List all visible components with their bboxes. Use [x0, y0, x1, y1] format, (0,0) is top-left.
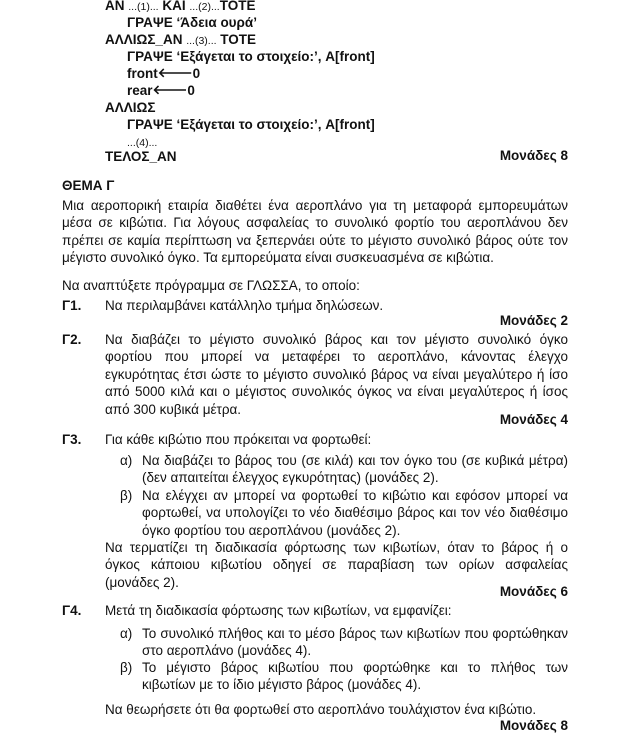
sub-item-text: Να διαβάζει το βάρος του (σε κιλά) και τον όγκο του (σε κυβικά μέτρα) (δεν απαιτείται έλεγχος εγκυρότητας) (μονάδες 2).: [142, 453, 568, 486]
question-number: Γ3.: [62, 432, 82, 447]
question-number: Γ1.: [62, 298, 82, 313]
sub-item-text: Να ελέγχει αν μπορεί να φορτωθεί το κιβώτιο και εφόσον μπορεί να φορτωθεί, να υπολογίζει το νέο διαθέσιμο βάρος και τον νέο διαθέσιμο όγκο φορτίου του αεροπλάνου (μονάδες 2).: [142, 488, 568, 538]
sub-item: [120, 625, 568, 661]
code-line-8: ΓΡΑΨΕ ‘Εξάγεται το στοιχείο:’, A[front]: [127, 117, 375, 132]
marks-label: Μονάδες 6: [499, 584, 568, 599]
code-line-6: rear🡐0: [127, 82, 195, 98]
question-number: Γ4.: [62, 603, 82, 618]
sub-item-label: β): [120, 660, 133, 675]
code-line-2: ΓΡΑΨΕ ‘Άδεια ουρά’: [127, 15, 257, 30]
sub-item: [120, 487, 568, 541]
code-line-9: ...(4)...: [127, 137, 158, 149]
section-title: ΘΕΜΑ Γ: [62, 178, 115, 193]
sub-item: [120, 659, 568, 695]
sub-item: [120, 452, 568, 488]
code-line-10: ΤΕΛΟΣ_ΑΝ: [105, 149, 177, 164]
code-line-7: ΑΛΛΙΩΣ: [105, 100, 156, 115]
left-arrow-icon: 🡐: [152, 82, 188, 97]
question-text: Για κάθε κιβώτιο που πρόκειται να φορτωθεί:: [105, 432, 372, 447]
question-text: Να διαβάζει το μέγιστο συνολικό βάρος και τον μέγιστο συνολικό όγκο φορτίου που μπορεί να μεταφέρει το αεροπλάνο, κάνοντας έλεγχο εγκυρότητας έτσι ώστε το μέγιστο συνολικό βάρος να είναι μεγαλύτερο ή ίσο από 5000 κιλά και ο μέγιστος συνολικός όγκος να είναι μεγαλύτερος ή ίσος από 300 κυβικά μέτρα.: [105, 332, 568, 417]
code-line-5: front🡐0: [127, 65, 201, 81]
question-closing-text: Να τερματίζει τη διαδικασία φόρτωσης των κιβωτίων, όταν το βάρος ή ο όγκος κάποιου κιβωτίου οδηγεί σε παραβίαση των ορίων ασφαλείας (μονάδες 2).: [105, 540, 568, 590]
question-text: Μετά τη διαδικασία φόρτωσης των κιβωτίων, να εμφανίζει:: [105, 603, 452, 618]
sub-item-label: α): [120, 453, 133, 468]
marks-label: Μονάδες 4: [499, 412, 568, 427]
sub-item-label: α): [120, 626, 133, 641]
sub-item-label: β): [120, 488, 133, 503]
code-line-3: ΑΛΛΙΩΣ_ΑΝ ...(3)... ΤΟΤΕ: [105, 32, 257, 47]
marks-label: Μονάδες 2: [499, 313, 568, 328]
task-paragraph: Να αναπτύξετε πρόγραμμα σε ΓΛΩΣΣΑ, το οποίο:: [62, 278, 360, 293]
question-closing-text: Να θεωρήσετε ότι θα φορτωθεί στο αεροπλάνο τουλάχιστον ένα κιβώτιο.: [105, 702, 537, 717]
question-number: Γ2.: [62, 332, 82, 347]
code-line-1: ΑΝ ...(1)... ΚΑΙ ...(2)...ΤΟΤΕ: [105, 0, 256, 13]
code-line-4: ΓΡΑΨΕ ‘Εξάγεται το στοιχείο:’, A[front]: [127, 49, 375, 64]
left-arrow-icon: 🡐: [157, 65, 193, 80]
question-text: Να περιλαμβάνει κατάλληλο τμήμα δηλώσεων.: [105, 298, 384, 313]
intro-paragraph: Μια αεροπορική εταιρία διαθέτει ένα αεροπλάνο για τη μεταφορά εμπορευμάτων μέσα σε κιβώτια. Για λόγους ασφαλείας το συνολικό φορτίο του αεροπλάνου δεν πρέπει σε καμία περίπτωση να ξεπερνάει ούτε το μέγιστο συνολικό βάρος ούτε τον μέγιστο συνολικό όγκο. Τα εμπορεύματα είναι συσκευασμένα σε κιβώτια.: [62, 198, 568, 266]
sub-item-text: Το μέγιστο βάρος κιβωτίου που φορτώθηκε και το πλήθος των κιβωτίων με το ίδιο μέγιστο βάρος (μονάδες 4).: [142, 660, 568, 693]
sub-item-text: Το συνολικό πλήθος και το μέσο βάρος των κιβωτίων που φορτώθηκαν στο αεροπλάνο (μονάδες 4).: [142, 626, 568, 659]
marks-label: Μονάδες 8: [499, 148, 568, 163]
marks-label: Μονάδες 8: [499, 718, 568, 733]
